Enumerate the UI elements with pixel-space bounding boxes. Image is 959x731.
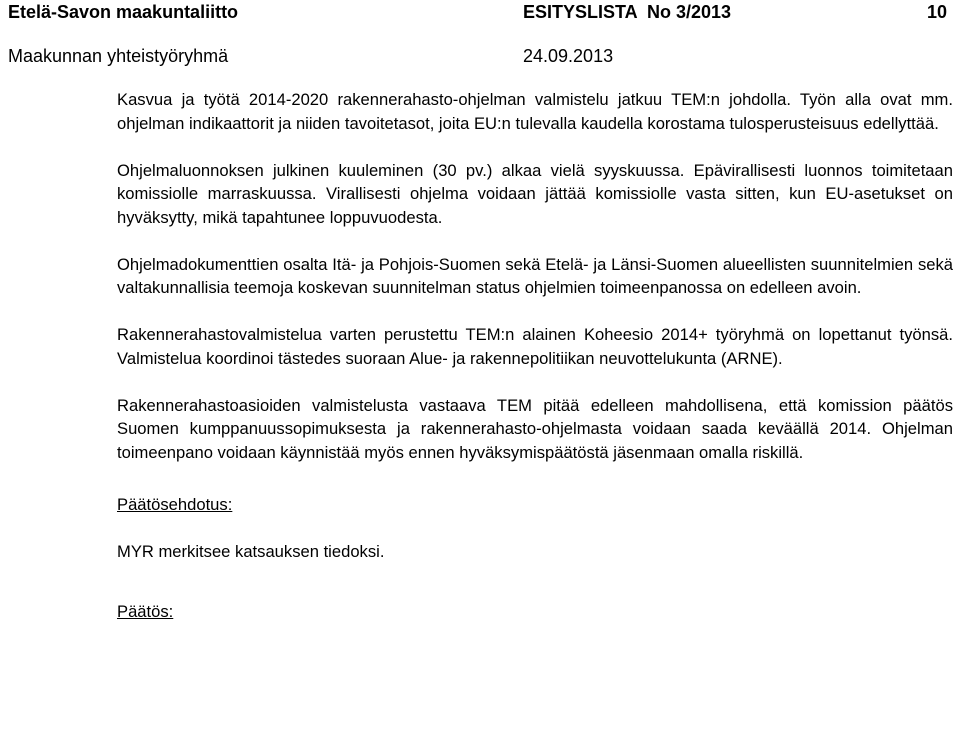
- header-document-id: ESITYSLISTA No 3/2013: [523, 2, 732, 22]
- header-group: Maakunnan yhteistyöryhmä: [8, 46, 229, 66]
- paragraph-5: Rakennerahastoasioiden valmistelusta vastaava TEM pitää edelleen mahdollisena, että komission päätös Suomen kumppanuussopimuksesta ja rakennerahasto-ohjelmasta voidaan saada keväällä 2014. Ohjelman toimeenpano voidaan käynnistää myös ennen hyväksymispäätöstä jäsenmaan omalla riskillä.: [117, 395, 953, 462]
- header-date: 24.09.2013: [523, 46, 614, 66]
- proposal-text: MYR merkitsee katsauksen tiedoksi.: [117, 542, 385, 561]
- decision-section: [117, 600, 953, 624]
- paragraph-3: Ohjelmadokumenttien osalta Itä- ja Pohjois-Suomen sekä Etelä- ja Länsi-Suomen alueellisten suunnitelmien sekä valtakunnallisia teemoja koskevan suunnitelman status ohjelmien toimeenpanossa on edelleen avoin.: [117, 254, 953, 297]
- paragraph-2: Ohjelmaluonnoksen julkinen kuuleminen (30 pv.) alkaa vielä syyskuussa. Epävirallisesti luonnos toimitetaan komissiolle marraskuussa. Virallisesti ohjelma voidaan jättää komissiolle vasta sitten, kun EU-asetukset on hyväksytty, mikä tapahtunee loppuvuodesta.: [117, 160, 953, 227]
- header-organization: Etelä-Savon maakuntaliitto: [8, 2, 239, 22]
- paragraph-1: Kasvua ja työtä 2014-2020 rakennerahasto-ohjelman valmistelu jatkuu TEM:n johdolla. Työn alla ovat mm. ohjelman indikaattorit ja niiden tavoitetasot, joita EU:n tulevalla kaudella korostama tulosperusteisuus edellyttää.: [117, 90, 953, 133]
- document-body: [117, 88, 953, 623]
- proposal-label: Päätösehdotus:: [117, 495, 233, 514]
- decision-label: Päätös:: [117, 601, 174, 621]
- paragraph-4: Rakennerahastovalmistelua varten perustettu TEM:n alainen Koheesio 2014+ työryhmä on lopettanut työnsä. Valmistelua koordinoi tästedes suoraan Alue- ja rakennepolitiikan neuvottelukunta (ARNE).: [117, 325, 953, 368]
- proposal-section: [117, 493, 953, 517]
- header-page-number: 10: [927, 2, 948, 22]
